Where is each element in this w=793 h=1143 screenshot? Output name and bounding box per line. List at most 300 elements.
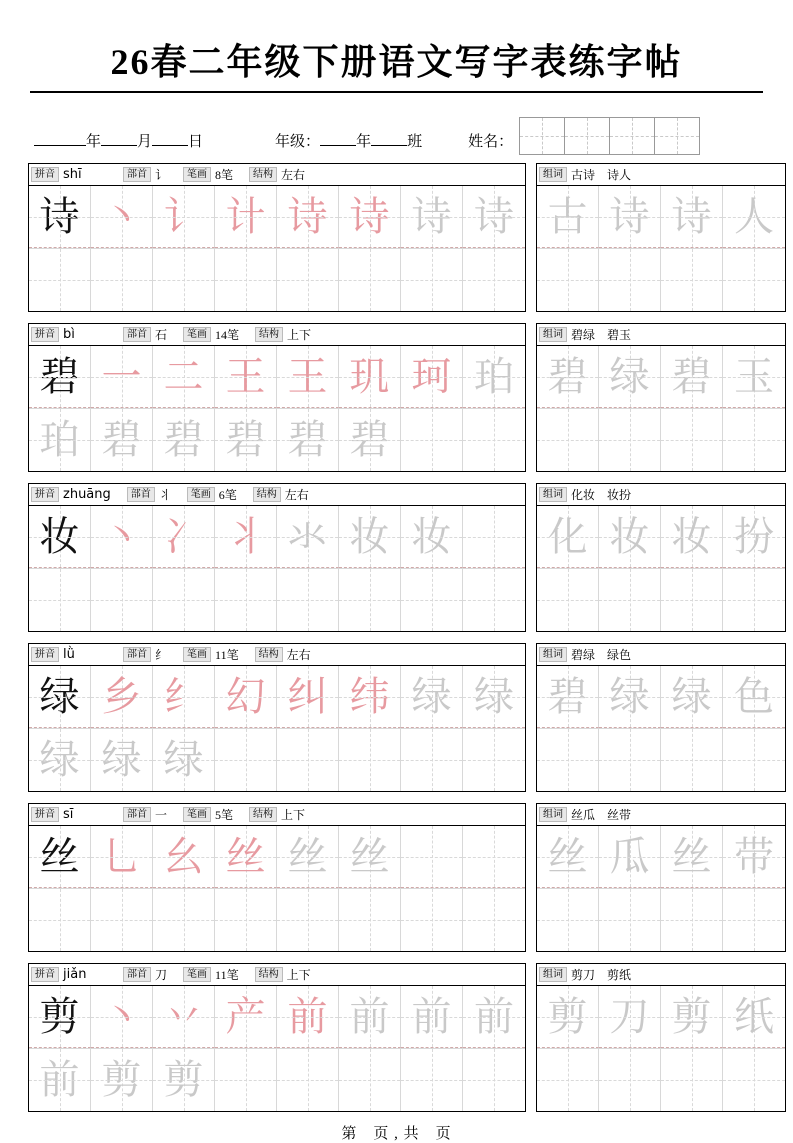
practice-character: 诗 [474,193,514,239]
practice-cell[interactable] [339,1049,401,1111]
word-cell[interactable] [723,249,785,311]
word-cell[interactable] [723,1049,785,1111]
name-cell[interactable] [519,117,565,155]
practice-cell[interactable] [91,346,153,408]
practice-cell[interactable] [91,186,153,248]
practice-cell[interactable] [339,506,401,568]
practice-cell[interactable] [463,666,525,728]
word-character: 碧 [547,673,588,719]
word-cell[interactable] [537,249,599,311]
practice-cell[interactable] [29,826,91,888]
info-row [28,107,765,151]
meta-tag: 结构 [249,167,277,182]
practice-cell[interactable] [91,1049,153,1111]
practice-cell[interactable] [153,506,215,568]
practice-character [463,826,525,887]
practice-cell[interactable] [153,249,215,311]
practice-character [215,569,276,631]
meta-tag: 笔画 [183,807,211,822]
practice-character: 前 [411,993,452,1039]
word-cell[interactable] [537,666,599,728]
words-value [571,326,643,343]
word-cell[interactable] [599,1049,661,1111]
words-grid[interactable] [537,506,785,631]
word-character [661,889,722,951]
meta-tag: 部首 [123,807,151,822]
meta-value: 刀 [155,968,168,982]
practice-cell[interactable] [153,986,215,1048]
practice-cell[interactable] [29,409,91,471]
practice-cell[interactable] [401,569,463,631]
word-cell[interactable] [723,506,785,568]
practice-character: 诗 [287,193,328,239]
practice-grid[interactable] [29,666,525,791]
practice-cell[interactable] [339,666,401,728]
word-cell[interactable] [723,826,785,888]
practice-cell[interactable] [153,1049,215,1111]
words-meta [537,644,785,666]
practice-cell[interactable] [29,186,91,248]
practice-character: 王 [225,353,266,399]
word-cell[interactable] [599,889,661,951]
practice-cell[interactable] [277,186,339,248]
word-cell[interactable] [537,409,599,471]
practice-character [401,1049,462,1111]
practice-cell[interactable] [277,986,339,1048]
practice-character: 丝 [39,833,80,879]
practice-character: 诗 [411,193,452,239]
meta-tag: 组词 [539,807,567,822]
word-character [599,889,660,951]
practice-character [401,249,462,311]
word: 丝瓜 [571,808,596,822]
practice-grid-row [29,889,525,951]
meta-tag: 结构 [253,487,281,502]
practice-character [463,249,525,311]
practice-cell[interactable] [91,666,153,728]
practice-character: 氺 [287,513,328,559]
meta-tag: 拼音 [31,167,59,182]
meta-tag: 笔画 [183,327,211,342]
words-grid[interactable] [537,186,785,311]
practice-character: 讠 [163,193,204,239]
words-card [536,643,786,792]
word-cell[interactable] [723,569,785,631]
practice-character: 珂 [411,353,452,399]
practice-character [401,569,462,631]
word-cell[interactable] [599,666,661,728]
practice-cell[interactable] [215,346,277,408]
practice-cell[interactable] [401,666,463,728]
practice-character: 丶 [101,193,142,239]
word-cell[interactable] [599,729,661,791]
word-cell[interactable] [599,346,661,408]
practice-cell[interactable] [339,889,401,951]
character-meta [29,644,525,666]
word: 剪刀 [571,968,596,982]
practice-cell[interactable] [463,826,525,888]
practice-cell[interactable] [91,249,153,311]
meta-value: 丬 [158,488,171,502]
practice-grid[interactable] [29,826,525,951]
word-character [723,409,785,471]
practice-cell[interactable] [215,569,277,631]
character-meta [29,484,525,506]
word-cell[interactable] [661,569,723,631]
practice-cell[interactable] [215,506,277,568]
word-cell[interactable] [537,506,599,568]
meta-value: 左右 [286,648,311,662]
practice-character [277,569,338,631]
character-block [28,483,774,632]
word-character: 妆 [609,513,650,559]
word-cell[interactable] [723,346,785,408]
meta-tag: 部首 [127,487,155,502]
word-cell[interactable] [599,186,661,248]
practice-cell[interactable] [29,889,91,951]
practice-cell[interactable] [339,249,401,311]
word-cell[interactable] [661,346,723,408]
practice-cell[interactable] [153,569,215,631]
practice-cell[interactable] [339,986,401,1048]
word-cell[interactable] [723,729,785,791]
practice-cell[interactable] [401,1049,463,1111]
words-grid-row [537,1049,785,1111]
meta-tag: 笔画 [183,167,211,182]
practice-cell[interactable] [339,569,401,631]
practice-cell[interactable] [463,569,525,631]
grade-label: 年级： [275,134,321,150]
name-input-grid[interactable] [519,117,700,155]
class-blank[interactable] [371,145,407,146]
practice-cell[interactable] [91,729,153,791]
practice-cell[interactable] [401,409,463,471]
word-character [537,409,598,471]
word-cell[interactable] [537,346,599,408]
practice-character: 乡 [101,673,142,719]
practice-character [277,729,338,791]
practice-character: 碧 [225,417,266,462]
practice-cell[interactable] [339,826,401,888]
word-cell[interactable] [599,506,661,568]
practice-cell[interactable] [153,186,215,248]
word-character: 刀 [609,993,650,1039]
words-value [571,966,643,983]
practice-grid-row [29,729,525,791]
practice-cell[interactable] [153,409,215,471]
practice-character [29,569,90,631]
meta-tag: 拼音 [31,647,59,662]
practice-grid-row [29,186,525,249]
meta-value: sī [63,807,74,822]
word-character: 剪 [671,993,712,1039]
page-footer: 第 页 , 共 页 [341,1126,452,1142]
practice-character: 绿 [39,737,80,782]
word-cell[interactable] [723,666,785,728]
practice-character: 绿 [411,673,452,719]
practice-character [91,249,152,311]
word: 古诗 [571,168,596,182]
word-character: 剪 [547,993,588,1039]
practice-cell[interactable] [91,986,153,1048]
practice-card [28,643,526,792]
word-cell[interactable] [661,249,723,311]
meta-tag: 拼音 [31,327,59,342]
practice-character: 丶 [101,993,142,1039]
practice-cell[interactable] [215,186,277,248]
practice-cell[interactable] [401,186,463,248]
practice-cell[interactable] [153,889,215,951]
practice-cell[interactable] [463,889,525,951]
practice-cell[interactable] [339,346,401,408]
words-grid[interactable] [537,666,785,791]
word-character [661,729,722,791]
practice-cell[interactable] [277,409,339,471]
practice-cell[interactable] [463,346,525,408]
name-cell[interactable] [610,117,655,155]
practice-cell[interactable] [277,889,339,951]
meta-tag: 组词 [539,327,567,342]
practice-cell[interactable] [215,729,277,791]
grade-blank[interactable] [320,145,356,146]
practice-cell[interactable] [277,1049,339,1111]
practice-character: 冫 [163,513,204,559]
practice-cell[interactable] [29,1049,91,1111]
practice-cell[interactable] [29,346,91,408]
word-cell[interactable] [661,889,723,951]
practice-cell[interactable] [463,986,525,1048]
words-value [571,486,643,503]
practice-cell[interactable] [277,346,339,408]
practice-cell[interactable] [215,826,277,888]
word-cell[interactable] [723,986,785,1048]
practice-character [215,1049,276,1111]
words-card [536,963,786,1112]
practice-character: 产 [225,993,266,1039]
practice-character: 碧 [101,417,142,462]
practice-cell[interactable] [401,826,463,888]
practice-cell[interactable] [91,409,153,471]
practice-character [153,569,214,631]
practice-cell[interactable] [277,569,339,631]
word-cell[interactable] [537,569,599,631]
practice-cell[interactable] [215,1049,277,1111]
practice-cell[interactable] [29,729,91,791]
word: 化妆 [571,488,596,502]
words-card [536,323,786,472]
practice-cell[interactable] [215,409,277,471]
meta-tag: 笔画 [187,487,215,502]
practice-cell[interactable] [91,506,153,568]
word-character [599,1049,660,1111]
word-cell[interactable] [537,186,599,248]
practice-character: 剪 [163,1057,204,1102]
year-blank[interactable] [34,145,86,146]
words-card [536,483,786,632]
practice-character [339,569,400,631]
practice-character: 珀 [474,353,514,399]
word-character: 妆 [671,513,712,559]
words-grid[interactable] [537,826,785,951]
practice-character: 幻 [225,673,266,719]
practice-character [463,889,525,951]
word-cell[interactable] [661,186,723,248]
practice-cell[interactable] [153,729,215,791]
practice-cell[interactable] [91,569,153,631]
practice-character: 纟 [163,673,204,719]
word-cell[interactable] [661,666,723,728]
word-cell[interactable] [537,826,599,888]
practice-cell[interactable] [91,889,153,951]
practice-cell[interactable] [339,409,401,471]
meta-value: 纟 [155,648,168,662]
practice-cell[interactable] [277,666,339,728]
word-cell[interactable] [661,1049,723,1111]
word-cell[interactable] [661,506,723,568]
meta-value: 上下 [286,968,311,982]
words-card [536,163,786,312]
meta-value: 上下 [281,808,306,822]
practice-grid-row [29,249,525,311]
character-blocks [28,163,774,1112]
meta-value: 11笔 [215,648,239,662]
word-character: 玉 [734,353,774,399]
meta-tag: 结构 [255,647,283,662]
practice-cell[interactable] [401,889,463,951]
meta-value: 6笔 [218,488,237,502]
practice-cell[interactable] [91,826,153,888]
word-cell[interactable] [599,569,661,631]
word-character [723,569,785,631]
word-cell[interactable] [723,889,785,951]
practice-cell[interactable] [29,666,91,728]
practice-character [401,409,462,471]
practice-cell[interactable] [401,346,463,408]
practice-cell[interactable] [277,506,339,568]
word-character [599,729,660,791]
meta-tag: 结构 [255,967,283,982]
word-cell[interactable] [599,826,661,888]
practice-grid-row [29,666,525,729]
words-grid-row [537,889,785,951]
word-character [723,889,785,951]
practice-cell[interactable] [401,986,463,1048]
word-cell[interactable] [723,409,785,471]
practice-cell[interactable] [215,666,277,728]
practice-cell[interactable] [463,409,525,471]
word-character: 诗 [609,193,650,239]
word-character [537,569,598,631]
practice-grid[interactable] [29,346,525,471]
word-cell[interactable] [599,249,661,311]
practice-character [339,729,400,791]
word-cell[interactable] [661,729,723,791]
name-cell[interactable] [565,117,610,155]
practice-cell[interactable] [401,506,463,568]
word-cell[interactable] [599,409,661,471]
words-grid-row [537,186,785,249]
word-character: 纸 [734,993,774,1039]
practice-cell[interactable] [277,729,339,791]
practice-cell[interactable] [215,986,277,1048]
day-blank[interactable] [152,145,188,146]
words-grid[interactable] [537,346,785,471]
practice-cell[interactable] [277,249,339,311]
practice-character: 丷 [163,993,204,1039]
practice-grid-row [29,986,525,1049]
word-cell[interactable] [661,986,723,1048]
practice-character: 丝 [349,833,390,879]
word-character: 瓜 [609,833,650,879]
practice-cell[interactable] [339,729,401,791]
month-blank[interactable] [101,145,137,146]
practice-grid-row [29,826,525,889]
practice-cell[interactable] [463,1049,525,1111]
practice-cell[interactable] [463,506,525,568]
practice-grid-row [29,1049,525,1111]
practice-cell[interactable] [153,666,215,728]
practice-cell[interactable] [463,729,525,791]
practice-character: 前 [287,993,328,1039]
word-cell[interactable] [723,186,785,248]
practice-cell[interactable] [463,249,525,311]
practice-cell[interactable] [277,826,339,888]
meta-tag: 组词 [539,487,567,502]
practice-grid[interactable] [29,986,525,1111]
word-character [537,1049,598,1111]
character-block [28,643,774,792]
words-grid[interactable] [537,986,785,1111]
words-grid-row [537,729,785,791]
practice-grid[interactable] [29,186,525,311]
practice-cell[interactable] [153,826,215,888]
practice-cell[interactable] [29,249,91,311]
practice-card [28,483,526,632]
practice-cell[interactable] [401,249,463,311]
word-cell[interactable] [537,889,599,951]
meta-value: shī [63,167,82,182]
word-character [537,729,598,791]
word-character [599,409,660,471]
practice-character: 剪 [39,993,80,1039]
practice-character: 前 [349,993,390,1039]
practice-cell[interactable] [29,986,91,1048]
word-cell[interactable] [537,1049,599,1111]
character-meta [29,164,525,186]
word-cell[interactable] [537,986,599,1048]
meta-tag: 组词 [539,167,567,182]
practice-cell[interactable] [215,889,277,951]
practice-cell[interactable] [29,569,91,631]
word-cell[interactable] [537,729,599,791]
word-cell[interactable] [661,826,723,888]
practice-grid[interactable] [29,506,525,631]
word-cell[interactable] [661,409,723,471]
word: 丝带 [607,808,632,822]
words-grid-row [537,666,785,729]
word-cell[interactable] [599,986,661,1048]
words-meta [537,164,785,186]
practice-cell[interactable] [401,729,463,791]
practice-cell[interactable] [215,249,277,311]
name-cell[interactable] [655,117,700,155]
word: 碧绿 [571,648,596,662]
word-character: 人 [734,193,774,239]
practice-cell[interactable] [29,506,91,568]
practice-cell[interactable] [339,186,401,248]
practice-cell[interactable] [463,186,525,248]
practice-cell[interactable] [153,346,215,408]
